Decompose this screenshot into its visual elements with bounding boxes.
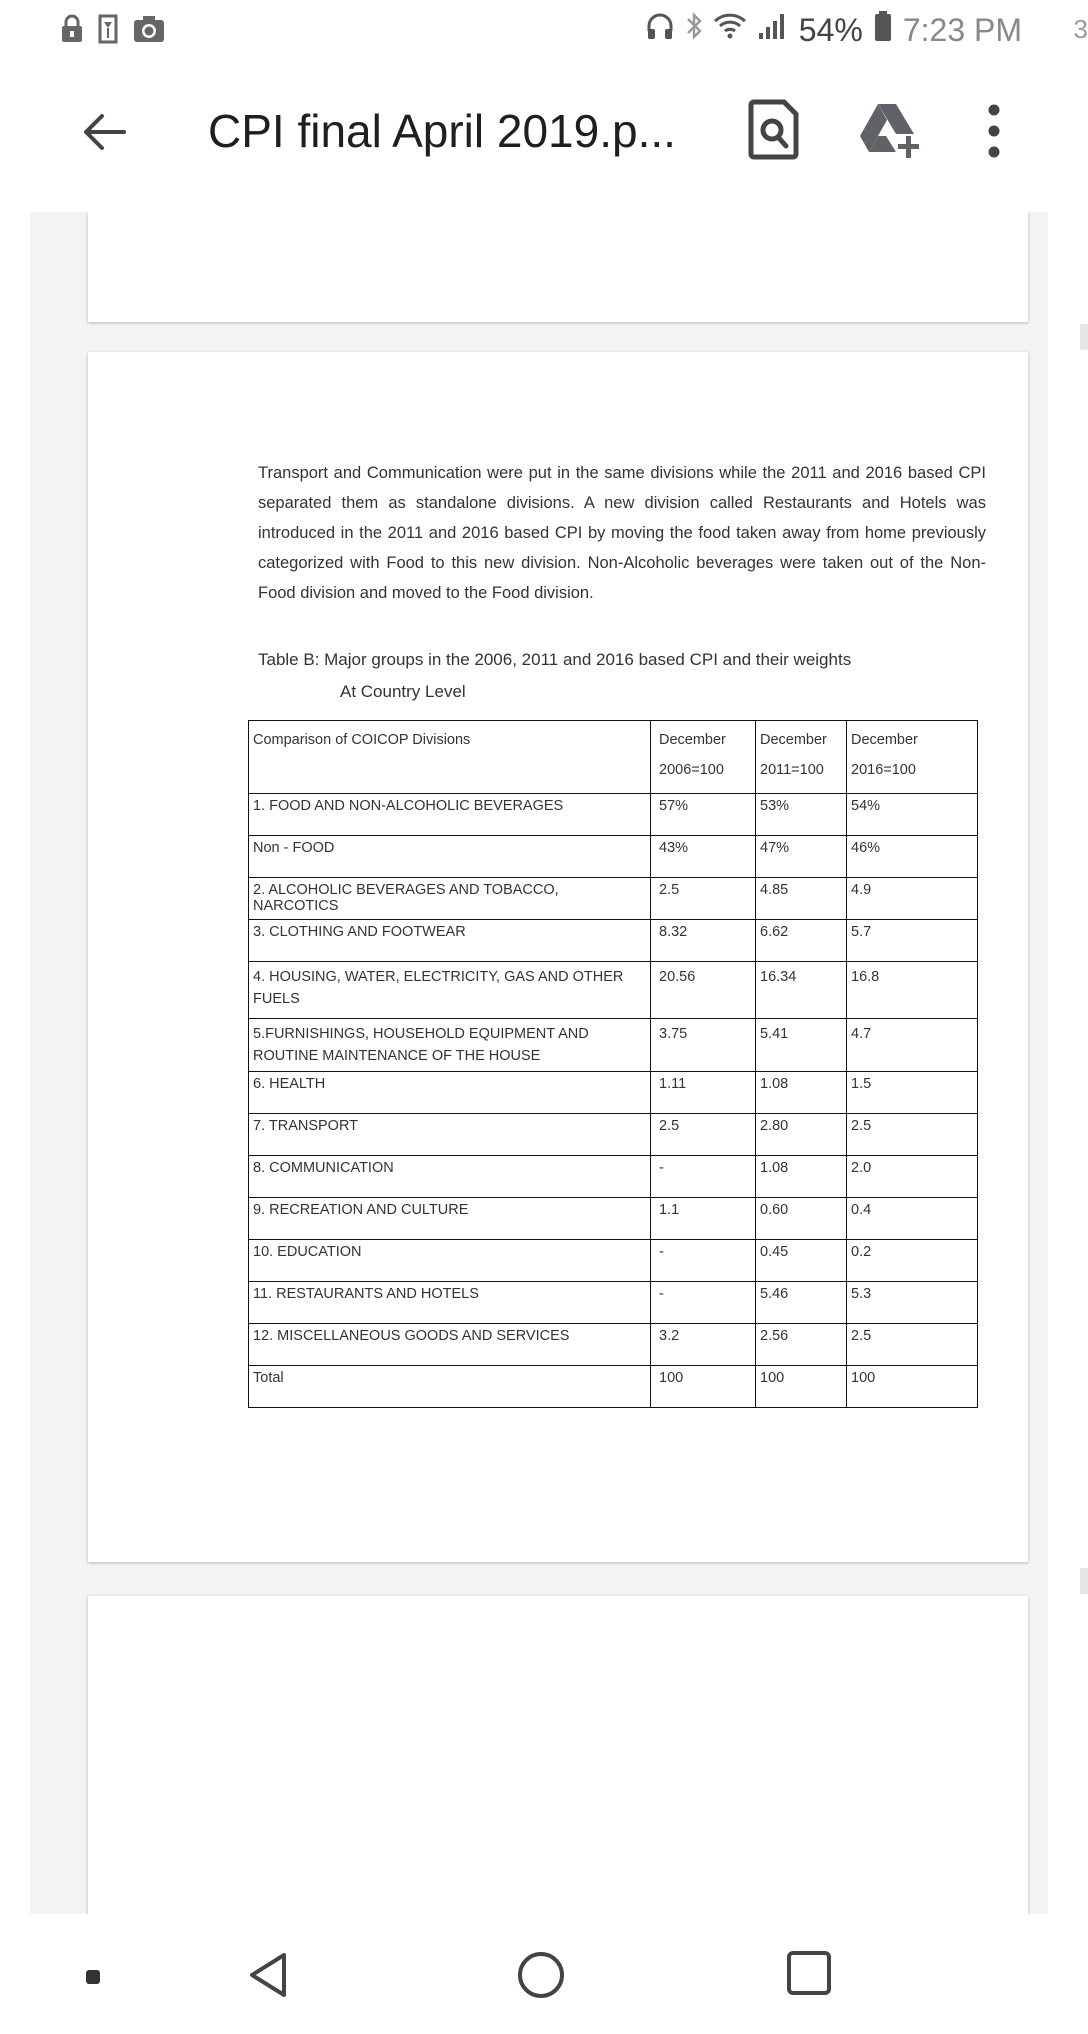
header-cell: Comparison of COICOP Divisions: [249, 721, 651, 794]
table-row: [249, 1240, 978, 1282]
lock-icon: [60, 14, 84, 49]
table-cell: 5.3: [847, 1282, 978, 1324]
back-arrow-icon: [82, 112, 126, 152]
signal-icon: [757, 11, 789, 49]
table-row: [249, 836, 978, 878]
header-cell: December 2016=100: [847, 721, 978, 794]
table-cell: 2.80: [756, 1114, 847, 1156]
find-in-page-button[interactable]: [746, 96, 802, 162]
table-cell: 4. HOUSING, WATER, ELECTRICITY, GAS AND OTHER FUELS: [249, 962, 651, 1019]
nav-overview-button[interactable]: [786, 1950, 832, 2001]
table-cell: 6. HEALTH: [249, 1072, 651, 1114]
page-next: [88, 1596, 1028, 1914]
system-nav-bar: [0, 1914, 1088, 2034]
edge-indicator: 3: [1073, 14, 1088, 44]
body-paragraph: Transport and Communication were put in the same divisions while the 2011 and 2016 based CPI separated them as standalone divisions. A new division called Restaurants and Hotels was introduced in the 2011 and 2016 based CPI by moving the food taken away from home previously categorized with Food to this new division. Non-Alcoholic beverages were taken out of the Non-Food division and moved to the Food division.: [258, 464, 986, 602]
battery-icon: [873, 10, 893, 50]
more-options-button[interactable]: [972, 96, 1016, 166]
table-row: [249, 1156, 978, 1198]
table-cell: 1. FOOD AND NON-ALCOHOLIC BEVERAGES: [249, 794, 651, 836]
page-previous: [88, 212, 1028, 322]
table-cell: Total: [249, 1366, 651, 1408]
bluetooth-icon: [685, 11, 703, 49]
status-left-icons: [60, 14, 166, 49]
app-bar: [0, 62, 1088, 212]
table-cell: 11. RESTAURANTS AND HOTELS: [249, 1282, 651, 1324]
table-cell: 1.08: [756, 1156, 847, 1198]
table-cell: 100: [756, 1366, 847, 1408]
table-cell: 1.5: [847, 1072, 978, 1114]
status-bar: [0, 0, 1088, 62]
back-button[interactable]: [74, 102, 134, 162]
table-cell: 5.7: [847, 920, 978, 962]
table-cell: 2.5: [847, 1114, 978, 1156]
nav-back-button[interactable]: [246, 1950, 290, 2005]
table-cell: 6.62: [756, 920, 847, 962]
table-cell: Non - FOOD: [249, 836, 651, 878]
table-cell: 0.60: [756, 1198, 847, 1240]
nav-overview-icon: [786, 1950, 832, 1996]
headphones-icon: [645, 11, 675, 49]
table-cell: 16.34: [756, 962, 847, 1019]
table-header-row: [249, 721, 978, 794]
table-cell: -: [651, 1282, 756, 1324]
table-cell: 2.56: [756, 1324, 847, 1366]
table-row: [249, 1114, 978, 1156]
table-cell: 47%: [756, 836, 847, 878]
table-cell: 100: [651, 1366, 756, 1408]
table-cell: 5.41: [756, 1019, 847, 1072]
table-cell: 3.75: [651, 1019, 756, 1072]
table-cell: 20.56: [651, 962, 756, 1019]
table-cell: 2.0: [847, 1156, 978, 1198]
recents-dot-icon: [86, 1970, 100, 1984]
table-cell: 3. CLOTHING AND FOOTWEAR: [249, 920, 651, 962]
table-row-total: [249, 1366, 978, 1408]
drive-add-icon: [856, 96, 926, 162]
battery-percent: 54%: [798, 11, 863, 48]
table-row: [249, 1072, 978, 1114]
table-cell: 9. RECREATION AND CULTURE: [249, 1198, 651, 1240]
table-caption: Table B: Major groups in the 2006, 2011 and 2016 based CPI and their weights: [258, 650, 852, 669]
table-cell: 4.9: [847, 878, 978, 920]
table-cell: 8.32: [651, 920, 756, 962]
table-cell: 100: [847, 1366, 978, 1408]
table-row: [249, 962, 978, 1019]
table-cell: 0.4: [847, 1198, 978, 1240]
table-cell: -: [651, 1240, 756, 1282]
table-cell: 2. ALCOHOLIC BEVERAGES AND TOBACCO, NARCOTICS: [249, 878, 651, 920]
table-cell: 4.85: [756, 878, 847, 920]
wifi-icon: [713, 11, 747, 49]
table-subcaption: At Country Level: [340, 682, 466, 701]
scroll-edge-lower: [1080, 1568, 1088, 1594]
table-cell: 2.5: [651, 878, 756, 920]
table-cell: 2.5: [651, 1114, 756, 1156]
table-cell: 16.8: [847, 962, 978, 1019]
add-to-drive-button[interactable]: [856, 96, 926, 162]
table-cell: 0.45: [756, 1240, 847, 1282]
table-cell: 46%: [847, 836, 978, 878]
table-row: [249, 920, 978, 962]
nav-back-icon: [246, 1950, 290, 2000]
table-cell: 2.5: [847, 1324, 978, 1366]
table-row: [249, 878, 978, 920]
find-in-page-icon: [746, 96, 802, 162]
table-cell: 53%: [756, 794, 847, 836]
table-cell: 1.08: [756, 1072, 847, 1114]
table-row: [249, 794, 978, 836]
table-row: [249, 1324, 978, 1366]
nav-home-button[interactable]: [516, 1950, 566, 2005]
cpi-weights-table: [248, 720, 978, 1408]
table-cell: 1.11: [651, 1072, 756, 1114]
table-row: [249, 1198, 978, 1240]
document-title: CPI final April 2019.p...: [208, 105, 676, 157]
camera-icon: [132, 14, 166, 49]
table-row: [249, 1019, 978, 1072]
status-time: 7:23 PM: [902, 11, 1022, 48]
nav-home-icon: [516, 1950, 566, 2000]
sim-icon: [98, 14, 118, 49]
table-cell: 5.46: [756, 1282, 847, 1324]
table-cell: 3.2: [651, 1324, 756, 1366]
table-cell: 8. COMMUNICATION: [249, 1156, 651, 1198]
table-row: [249, 1282, 978, 1324]
more-vert-icon: [972, 96, 1016, 166]
header-cell: December 2006=100: [651, 721, 756, 794]
table-cell: 5.FURNISHINGS, HOUSEHOLD EQUIPMENT AND ROUTINE MAINTENANCE OF THE HOUSE: [249, 1019, 651, 1072]
table-cell: 4.7: [847, 1019, 978, 1072]
header-cell: December 2011=100: [756, 721, 847, 794]
table-cell: 10. EDUCATION: [249, 1240, 651, 1282]
scroll-edge-upper: [1080, 324, 1088, 350]
table-cell: 54%: [847, 794, 978, 836]
table-cell: 43%: [651, 836, 756, 878]
table-cell: 12. MISCELLANEOUS GOODS AND SERVICES: [249, 1324, 651, 1366]
status-right-icons: [645, 10, 1022, 50]
table-cell: 0.2: [847, 1240, 978, 1282]
page-current: [88, 352, 1028, 1562]
table-cell: -: [651, 1156, 756, 1198]
pdf-viewer[interactable]: [30, 212, 1048, 1914]
table-cell: 57%: [651, 794, 756, 836]
table-cell: 1.1: [651, 1198, 756, 1240]
table-cell: 7. TRANSPORT: [249, 1114, 651, 1156]
